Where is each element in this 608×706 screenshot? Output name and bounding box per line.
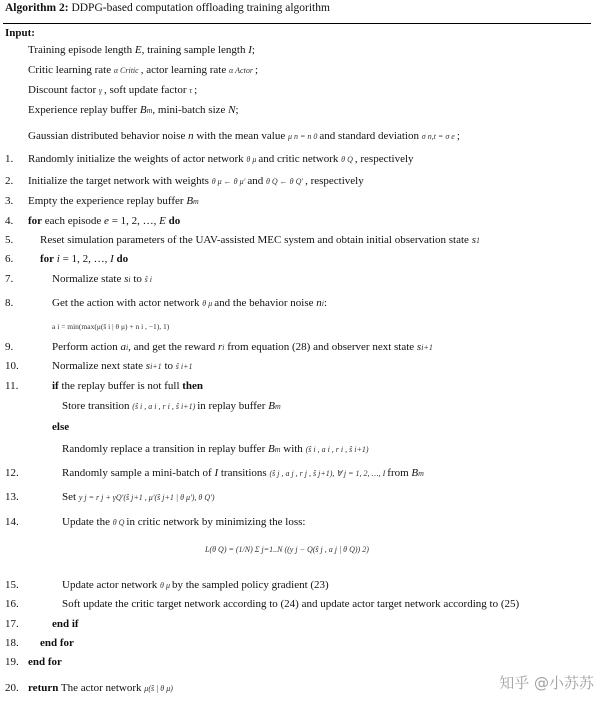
- text: and critic network: [258, 153, 342, 165]
- algorithm-label: Algorithm 2:: [5, 2, 69, 14]
- text: i: [56, 253, 60, 265]
- math-expression: m: [274, 402, 281, 411]
- math-expression: γ: [98, 86, 105, 95]
- math-expression: 1: [475, 236, 480, 245]
- math-expression: m: [274, 445, 281, 454]
- math-expression: α Critic: [113, 66, 141, 75]
- algorithm-line: [52, 273, 152, 285]
- text: , and get the reward: [128, 341, 218, 353]
- algorithm-line: [40, 253, 128, 265]
- math-expression: θ Q ← θ Q': [265, 177, 306, 186]
- math-expression: (ŝ i , a i , r i , ŝ i+1): [305, 445, 369, 454]
- text: Store transition: [62, 400, 133, 412]
- text: , actor learning rate: [140, 64, 229, 76]
- math-expression: μ(ŝ | θ μ): [144, 684, 173, 693]
- line-number: 3.: [5, 195, 14, 207]
- text: ;: [235, 104, 239, 116]
- text: a: [120, 341, 126, 353]
- math-expression: θ μ: [246, 155, 259, 164]
- keyword: then: [182, 380, 204, 392]
- text: to: [130, 273, 145, 285]
- keyword: else: [52, 421, 70, 433]
- title-rule: [3, 23, 591, 24]
- text: in replay buffer: [197, 400, 269, 412]
- algorithm-line: [52, 421, 69, 433]
- text: s: [145, 360, 151, 372]
- text: , training sample length: [141, 44, 249, 56]
- math-expression: m: [418, 469, 424, 478]
- line-number: 17.: [5, 618, 19, 630]
- text: r: [217, 341, 223, 353]
- math-expression: i: [222, 343, 225, 352]
- line-number: 13.: [5, 491, 19, 503]
- math-expression: σ n,t = σ e: [421, 132, 457, 141]
- text: with the mean value: [193, 130, 288, 142]
- math-expression: (ŝ j , a j , r j , ŝ j+1), ∀ j = 1, 2, …, I: [269, 469, 388, 478]
- text: Soft update the critic target network according to (24) and update actor target network according to (25): [62, 598, 520, 610]
- text: ;: [251, 44, 255, 56]
- keyword: do: [116, 253, 129, 265]
- text: Set: [62, 491, 79, 503]
- text: Randomly initialize the weights of actor network: [28, 153, 247, 165]
- keyword: Input:: [5, 27, 35, 39]
- text: Update actor network: [62, 579, 161, 591]
- text: and standard deviation: [319, 130, 422, 142]
- text: s: [124, 273, 129, 285]
- algorithm-line: [62, 491, 214, 503]
- algorithm-line: [52, 618, 79, 630]
- line-number: 19.: [5, 656, 19, 668]
- math-expression: i+1: [421, 343, 433, 352]
- math-expression: i: [128, 275, 131, 284]
- line-number: 12.: [5, 467, 19, 479]
- keyword: end for: [28, 656, 62, 668]
- algorithm-line: [28, 104, 239, 116]
- text: and the behavior noise: [214, 297, 317, 309]
- line-number: 11.: [5, 380, 19, 392]
- text: by the sampled policy gradient (23): [172, 579, 329, 591]
- algorithm-line: [52, 341, 433, 353]
- math-expression: i+1: [150, 362, 162, 371]
- algorithm-line: [52, 297, 327, 309]
- algorithm-line: [52, 360, 192, 372]
- text: from: [387, 467, 412, 479]
- algorithm-line: [28, 44, 255, 56]
- keyword: end for: [40, 637, 74, 649]
- algorithm-line: [28, 682, 173, 694]
- algorithm-line: [28, 64, 258, 76]
- math-expression: m: [146, 106, 153, 115]
- text: each episode: [42, 215, 105, 227]
- math-expression: θ μ: [202, 299, 215, 308]
- line-number: 18.: [5, 637, 19, 649]
- math-expression: (ŝ i , a i , r i , ŝ i+1): [132, 402, 198, 411]
- algorithm-line: [205, 543, 369, 555]
- algorithm-line: [62, 400, 281, 412]
- line-number: 2.: [5, 175, 14, 187]
- text: I: [110, 253, 114, 265]
- line-number: 15.: [5, 579, 19, 591]
- math-expression: τ: [189, 86, 195, 95]
- algorithm-line: [28, 175, 364, 187]
- text: Randomly replace a transition in replay buffer: [62, 443, 268, 455]
- keyword: return: [28, 682, 59, 694]
- text: in critic network by minimizing the loss:: [126, 516, 306, 528]
- math-expression: θ μ: [160, 581, 172, 590]
- algorithm-line: [28, 656, 62, 668]
- math-expression: μ n = n 0: [287, 132, 320, 141]
- text: Randomly sample a mini-batch of: [62, 467, 215, 479]
- algorithm-name: DDPG-based computation offloading training algorithm: [68, 2, 330, 14]
- text: Experience replay buffer: [28, 104, 140, 116]
- algorithm-line: [62, 579, 329, 591]
- text: Get the action with actor network: [52, 297, 203, 309]
- text: B: [139, 104, 147, 116]
- line-number: 16.: [5, 598, 19, 610]
- text: B: [268, 400, 275, 412]
- algorithm-line: [40, 234, 480, 246]
- line-number: 6.: [5, 253, 14, 265]
- text: , mini-batch size: [152, 104, 229, 116]
- line-number: 8.: [5, 297, 14, 309]
- math-expression: ŝ i: [144, 275, 153, 284]
- line-number: 10.: [5, 360, 19, 372]
- math-expression: θ Q: [112, 518, 127, 527]
- text: ;: [456, 130, 460, 142]
- text: Reset simulation parameters of the UAV-assisted MEC system and obtain initial observation state: [40, 234, 472, 246]
- algorithm-line: [62, 443, 369, 455]
- text: :: [324, 297, 328, 309]
- algorithm-line: [28, 215, 180, 227]
- text: Empty the experience replay buffer: [28, 195, 187, 207]
- text: = 1, 2, …,: [108, 215, 160, 227]
- math-expression: L(θ Q) = (1/N) Σ j=1..N ((y j − Q(ŝ j , a j | θ Q)) 2): [205, 545, 369, 554]
- text: Normalize next state: [52, 360, 146, 372]
- text: The actor network: [58, 682, 145, 694]
- text: s: [416, 341, 422, 353]
- text: Gaussian distributed behavior noise: [28, 130, 189, 142]
- text: s: [471, 234, 476, 246]
- text: Initialize the target network with weights: [28, 175, 212, 187]
- math-expression: ŝ i+1: [175, 362, 193, 371]
- line-number: 20.: [5, 682, 19, 694]
- math-expression: a i = min(max(μ(ŝ i | θ μ) + n i , −1), 1): [52, 322, 170, 331]
- algorithm-line: [52, 380, 203, 392]
- text: the replay buffer is not full: [58, 380, 183, 392]
- text: , respectively: [354, 153, 414, 165]
- line-number: 5.: [5, 234, 14, 246]
- text: , respectively: [305, 175, 364, 187]
- algorithm-line: [28, 84, 197, 96]
- text: ;: [194, 84, 198, 96]
- math-expression: i: [125, 343, 129, 352]
- text: ;: [254, 64, 259, 76]
- keyword: for: [28, 215, 43, 227]
- line-number: 1.: [5, 153, 14, 165]
- text: N: [228, 104, 236, 116]
- algorithm-line: [28, 195, 199, 207]
- text: to: [161, 360, 176, 372]
- line-number: 9.: [5, 341, 14, 353]
- algorithm-title: [5, 2, 330, 14]
- text: I: [248, 44, 252, 56]
- text: , soft update factor: [104, 84, 190, 96]
- line-number: 7.: [5, 273, 14, 285]
- text: n: [316, 297, 322, 309]
- watermark: 知乎 @小苏苏: [499, 674, 594, 692]
- math-expression: θ μ ← θ μ': [211, 177, 248, 186]
- text: I: [214, 467, 219, 479]
- line-number: 4.: [5, 215, 14, 227]
- text: and: [247, 175, 266, 187]
- algorithm-line: [40, 637, 74, 649]
- algorithm-line: [28, 130, 460, 142]
- text: Update the: [62, 516, 113, 528]
- text: E: [134, 44, 142, 56]
- keyword: for: [40, 253, 55, 265]
- line-number: 14.: [5, 516, 19, 528]
- text: E: [159, 215, 166, 227]
- text: Discount factor: [28, 84, 99, 96]
- keyword: end if: [52, 618, 79, 630]
- text: = 1, 2, …,: [59, 253, 111, 265]
- algorithm-line: [62, 467, 424, 479]
- algorithm-line: [62, 598, 519, 610]
- algorithm-line: [28, 153, 414, 165]
- math-expression: m: [193, 197, 199, 206]
- algorithm-line: [52, 320, 169, 332]
- text: n: [188, 130, 194, 142]
- text: Normalize state: [52, 273, 125, 285]
- keyword: do: [168, 215, 181, 227]
- text: from equation (28) and observer next state: [224, 341, 417, 353]
- algorithm-line: [5, 27, 35, 39]
- math-expression: i: [321, 299, 325, 308]
- keyword: if: [52, 380, 59, 392]
- algorithm-line: [62, 516, 305, 528]
- text: transitions: [218, 467, 270, 479]
- text: B: [267, 443, 275, 455]
- math-expression: θ Q: [341, 155, 355, 164]
- text: Training episode length: [28, 44, 135, 56]
- math-expression: y j = r j + γQ'(ŝ j+1 , μ'(ŝ j+1 | θ μ'), θ Q'): [78, 493, 215, 502]
- math-expression: α Actor: [228, 66, 255, 75]
- text: e: [104, 215, 109, 227]
- text: B: [186, 195, 194, 207]
- text: Perform action: [52, 341, 121, 353]
- text: with: [280, 443, 306, 455]
- text: Critic learning rate: [28, 64, 114, 76]
- text: B: [411, 467, 419, 479]
